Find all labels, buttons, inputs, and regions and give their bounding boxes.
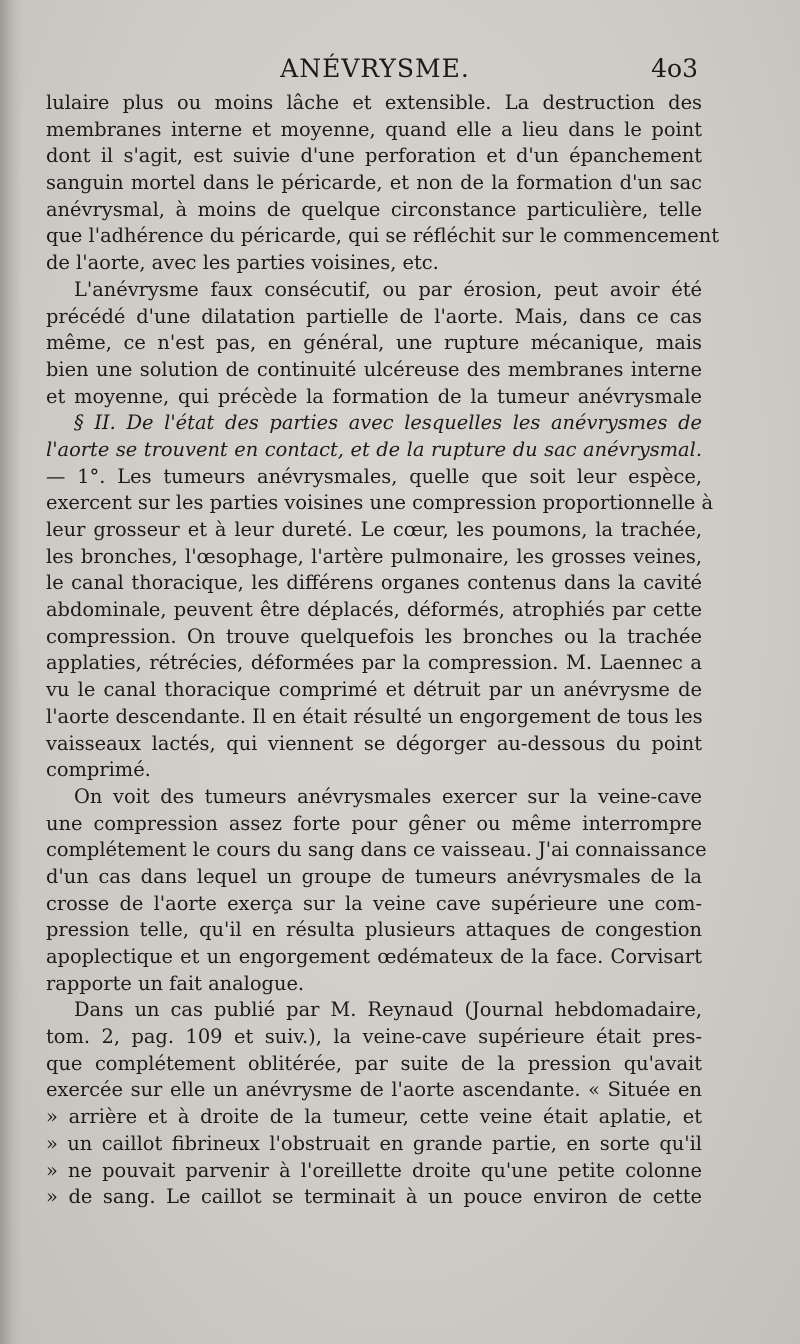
page-number: 4o3 bbox=[651, 54, 698, 83]
text-line: applaties, rétrécies, déformées par la compression. M. Laennec a bbox=[46, 651, 702, 675]
body-text bbox=[46, 90, 720, 1211]
text-line: de l'aorte, avec les parties voisines, etc. bbox=[46, 251, 439, 275]
text-line: Dans un cas publié par M. Reynaud (Journal hebdomadaire, bbox=[74, 998, 702, 1022]
page-header bbox=[48, 52, 702, 92]
text-line: apoplectique et un engorgement œdémateux de la face. Corvisart bbox=[46, 945, 702, 968]
text-line: membranes interne et moyenne, quand elle a lieu dans le point bbox=[46, 117, 702, 141]
text-line: § II. De l'état des parties avec lesquelles les anévrysmes de bbox=[74, 411, 702, 435]
text-line: le canal thoracique, les différens organes contenus dans la cavité bbox=[46, 571, 702, 595]
text-line: exercée sur elle un anévrysme de l'aorte ascendante. « Située en bbox=[46, 1078, 702, 1102]
text-line: compression. On trouve quelquefois les bronches ou la trachée bbox=[46, 624, 702, 648]
text-line: sanguin mortel dans le péricarde, et non de la formation d'un sac bbox=[46, 171, 702, 195]
text-line: leur grosseur et à leur dureté. Le cœur, les poumons, la trachée, bbox=[46, 518, 702, 541]
text-line: les bronches, l'œsophage, l'artère pulmonaire, les grosses veines, bbox=[46, 544, 702, 568]
running-title: ANÉVRYSME. bbox=[280, 54, 470, 83]
text-line: vaisseaux lactés, qui viennent se dégorger au-dessous du point bbox=[46, 731, 702, 755]
text-line: comprimé. bbox=[46, 758, 151, 782]
text-line: dont il s'agit, est suivie d'une perforation et d'un épanchement bbox=[46, 144, 702, 168]
page-gutter-shadow bbox=[0, 0, 22, 1344]
text-line: rapporte un fait analogue. bbox=[46, 971, 305, 995]
text-line: bien une solution de continuité ulcéreuse des membranes interne bbox=[46, 357, 702, 381]
text-line: vu le canal thoracique comprimé et détruit par un anévrysme de bbox=[46, 678, 702, 702]
text-line: tom. 2, pag. 109 et suiv.), la veine-cave supérieure était pres- bbox=[46, 1025, 702, 1049]
text-line: crosse de l'aorte exerça sur la veine cave supérieure une com- bbox=[46, 891, 702, 915]
text-line: exercent sur les parties voisines une compression proportionnelle à bbox=[46, 491, 714, 515]
text-line: même, ce n'est pas, en général, une rupture mécanique, mais bbox=[46, 331, 702, 355]
text-line: On voit des tumeurs anévrysmales exercer sur la veine-cave bbox=[74, 784, 702, 808]
text-line: » arrière et à droite de la tumeur, cette veine était aplatie, et bbox=[46, 1105, 702, 1129]
text-line: complétement le cours du sang dans ce vaisseau. J'ai connaissance bbox=[46, 838, 707, 862]
text-line: que complétement oblitérée, par suite de la pression qu'avait bbox=[46, 1051, 702, 1075]
text-line: » ne pouvait parvenir à l'oreillette droite qu'une petite colonne bbox=[46, 1158, 702, 1182]
text-line: que l'adhérence du péricarde, qui se réfléchit sur le commencement bbox=[46, 224, 720, 248]
text-line: lulaire plus ou moins lâche et extensible. La destruction des bbox=[46, 91, 702, 114]
text-line: l'aorte descendante. Il en était résulté un engorgement de tous les bbox=[46, 704, 703, 728]
text-line: abdominale, peuvent être déplacés, déformés, atrophiés par cette bbox=[46, 598, 702, 622]
text-line: anévrysmal, à moins de quelque circonstance particulière, telle bbox=[46, 197, 702, 221]
text-line: l'aorte se trouvent en contact, et de la rupture du sac anévrysmal. bbox=[46, 437, 702, 461]
text-line: » de sang. Le caillot se terminait à un pouce environ de cette bbox=[46, 1185, 702, 1209]
text-line: d'un cas dans lequel un groupe de tumeurs anévrysmales de la bbox=[46, 864, 702, 888]
text-line: pression telle, qu'il en résulta plusieurs attaques de congestion bbox=[46, 918, 702, 942]
text-line: précédé d'une dilatation partielle de l'aorte. Mais, dans ce cas bbox=[46, 304, 702, 328]
text-line: » un caillot fibrineux l'obstruait en grande partie, en sorte qu'il bbox=[46, 1131, 702, 1155]
text-line: — 1°. Les tumeurs anévrysmales, quelle que soit leur espèce, bbox=[46, 464, 702, 488]
text-line: L'anévrysme faux consécutif, ou par érosion, peut avoir été bbox=[74, 277, 702, 301]
text-line: et moyenne, qui précède la formation de la tumeur anévrysmale bbox=[46, 384, 702, 408]
text-line: une compression assez forte pour gêner ou même interrompre bbox=[46, 811, 702, 835]
